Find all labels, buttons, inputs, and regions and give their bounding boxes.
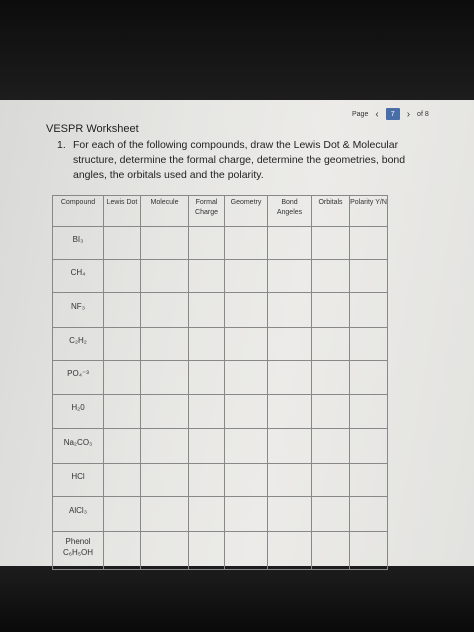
answer-cell[interactable] [189, 464, 225, 497]
instruction-number: 1. [57, 139, 66, 151]
answer-cell[interactable] [225, 361, 268, 395]
table-row [53, 395, 388, 429]
answer-cell[interactable] [189, 227, 225, 260]
answer-cell[interactable] [104, 395, 141, 429]
answer-cell[interactable] [268, 328, 312, 361]
answer-cell[interactable] [104, 429, 141, 464]
table-row [53, 293, 388, 328]
worksheet-title: VESPR Worksheet [46, 123, 139, 135]
instructions [57, 138, 410, 183]
table-row [53, 532, 388, 570]
answer-cell[interactable] [225, 227, 268, 260]
table-row [53, 227, 388, 260]
answer-cell[interactable] [141, 361, 189, 395]
answer-cell[interactable] [189, 361, 225, 395]
answer-cell[interactable] [350, 293, 388, 328]
answer-cell[interactable] [350, 429, 388, 464]
answer-cell[interactable] [350, 464, 388, 497]
compound-cell: AlCl₃ [53, 497, 104, 532]
background-top [0, 0, 474, 100]
answer-cell[interactable] [268, 497, 312, 532]
answer-cell[interactable] [141, 395, 189, 429]
current-page-field[interactable]: 7 [386, 108, 400, 120]
answer-cell[interactable] [225, 293, 268, 328]
answer-cell[interactable] [268, 395, 312, 429]
header-formal-charge: Formal Charge [189, 196, 225, 227]
header-molecule: Molecule [141, 196, 189, 227]
compound-cell: Phenol C₆H₅OH [53, 532, 104, 570]
answer-cell[interactable] [225, 260, 268, 293]
table-row [53, 497, 388, 532]
answer-cell[interactable] [268, 293, 312, 328]
answer-cell[interactable] [312, 395, 350, 429]
table-row [53, 361, 388, 395]
page-label: Page [352, 110, 369, 118]
answer-cell[interactable] [141, 293, 189, 328]
answer-cell[interactable] [225, 429, 268, 464]
answer-cell[interactable] [225, 532, 268, 570]
answer-cell[interactable] [312, 328, 350, 361]
answer-cell[interactable] [141, 260, 189, 293]
answer-cell[interactable] [104, 361, 141, 395]
answer-cell[interactable] [350, 361, 388, 395]
answer-cell[interactable] [350, 497, 388, 532]
answer-cell[interactable] [104, 227, 141, 260]
answer-cell[interactable] [268, 532, 312, 570]
header-orbitals: Orbitals [312, 196, 350, 227]
answer-cell[interactable] [312, 429, 350, 464]
compound-cell: NF₃ [53, 293, 104, 328]
answer-cell[interactable] [312, 532, 350, 570]
compound-cell: Na₂CO₃ [53, 429, 104, 464]
answer-cell[interactable] [189, 532, 225, 570]
answer-cell[interactable] [189, 497, 225, 532]
total-pages: of 8 [417, 110, 429, 118]
answer-cell[interactable] [312, 260, 350, 293]
answer-cell[interactable] [312, 464, 350, 497]
answer-cell[interactable] [141, 429, 189, 464]
answer-cell[interactable] [141, 328, 189, 361]
chevron-left-icon[interactable]: ‹ [375, 108, 379, 120]
answer-cell[interactable] [312, 361, 350, 395]
header-compound: Compound [53, 196, 104, 227]
answer-cell[interactable] [350, 227, 388, 260]
chevron-right-icon[interactable]: › [406, 108, 411, 120]
answer-cell[interactable] [104, 260, 141, 293]
compound-cell: H₂0 [53, 395, 104, 429]
answer-cell[interactable] [350, 532, 388, 570]
instruction-text: For each of the following compounds, draw the Lewis Dot & Molecular structure, determine the formal charge, determine the geometries, bond angles, the orbitals used and the polarity. [73, 139, 406, 181]
answer-cell[interactable] [104, 328, 141, 361]
answer-cell[interactable] [189, 429, 225, 464]
answer-cell[interactable] [268, 361, 312, 395]
table-row [53, 429, 388, 464]
answer-cell[interactable] [225, 464, 268, 497]
compound-cell: BI₃ [53, 227, 104, 260]
answer-cell[interactable] [104, 464, 141, 497]
answer-cell[interactable] [268, 227, 312, 260]
answer-cell[interactable] [350, 395, 388, 429]
table-row [53, 260, 388, 293]
answer-cell[interactable] [225, 497, 268, 532]
answer-cell[interactable] [141, 532, 189, 570]
answer-cell[interactable] [141, 464, 189, 497]
header-geometry: Geometry [225, 196, 268, 227]
compound-cell: CH₄ [53, 260, 104, 293]
table-row [53, 328, 388, 361]
header-lewis-dot: Lewis Dot [104, 196, 141, 227]
table-row [53, 464, 388, 497]
answer-cell[interactable] [268, 464, 312, 497]
answer-cell[interactable] [104, 497, 141, 532]
answer-cell[interactable] [268, 429, 312, 464]
answer-cell[interactable] [312, 293, 350, 328]
header-polarity: Polarity Y/N [350, 196, 388, 227]
page-navigator [352, 106, 429, 122]
answer-cell[interactable] [189, 395, 225, 429]
compound-cell: PO₄⁻³ [53, 361, 104, 395]
answer-cell[interactable] [104, 532, 141, 570]
answer-cell[interactable] [312, 227, 350, 260]
answer-cell[interactable] [268, 260, 312, 293]
answer-cell[interactable] [189, 328, 225, 361]
compound-cell: C₂H₂ [53, 328, 104, 361]
answer-cell[interactable] [189, 260, 225, 293]
answer-cell[interactable] [141, 227, 189, 260]
answer-cell[interactable] [225, 395, 268, 429]
background-bottom [0, 566, 474, 632]
answer-cell[interactable] [350, 328, 388, 361]
answer-cell[interactable] [312, 497, 350, 532]
answer-cell[interactable] [104, 293, 141, 328]
compound-cell: HCl [53, 464, 104, 497]
answer-cell[interactable] [189, 293, 225, 328]
header-bond-angles: Bond Angeles [268, 196, 312, 227]
answer-cell[interactable] [141, 497, 189, 532]
answer-cell[interactable] [225, 328, 268, 361]
table-header-row [53, 196, 388, 227]
worksheet-table [52, 195, 388, 570]
answer-cell[interactable] [350, 260, 388, 293]
